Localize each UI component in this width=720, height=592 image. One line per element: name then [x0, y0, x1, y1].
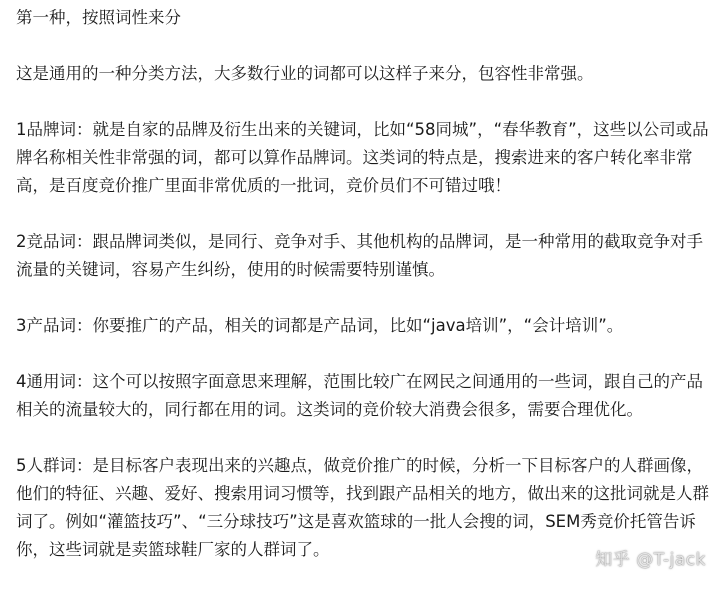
paragraph-generic-keywords: 4通用词：这个可以按照字面意思来理解，范围比较广在网民之间通用的一些词，跟自己的产品相关的流量较大的，同行都在用的词。这类词的竞价较大消费会很多，需要合理优化。 [16, 372, 703, 419]
paragraph-audience-keywords: 5人群词：是目标客户表现出来的兴趣点，做竞价推广的时候，分析一下目标客户的人群画像，他们的特征、兴趣、爱好、搜索用词习惯等，找到跟产品相关的地方，做出来的这批词就是人群词了。例如“灌篮技巧”、“三分球技巧”这是喜欢篮球的一批人会搜的词，SEM秀竞价托管告诉你，这些词就是卖篮球鞋厂家的人群词了。 [16, 456, 709, 559]
paragraph-competitor-keywords: 2竞品词：跟品牌词类似，是同行、竞争对手、其他机构的品牌词，是一种常用的截取竞争对手流量的关键词，容易产生纠纷，使用的时候需要特别谨慎。 [16, 232, 703, 279]
zhihu-watermark: 知乎 @T-jack [595, 550, 706, 570]
paragraph-brand-keywords: 1品牌词：就是自家的品牌及衍生出来的关键词，比如“58同城”，“春华教育”，这些以公司或品牌名称相关性非常强的词，都可以算作品牌词。这类词的特点是，搜索进来的客户转化率非常高，是百度竞价推广里面非常优质的一批词，竞价员们不可错过哦！ [16, 120, 709, 195]
article-heading: 第一种，按照词性来分 [16, 8, 181, 27]
paragraph-product-keywords: 3产品词：你要推广的产品，相关的词都是产品词，比如“java培训”，“会计培训”。 [16, 316, 624, 335]
article-body [16, 0, 712, 592]
intro-paragraph: 这是通用的一种分类方法，大多数行业的词都可以这样子来分，包容性非常强。 [16, 64, 594, 83]
